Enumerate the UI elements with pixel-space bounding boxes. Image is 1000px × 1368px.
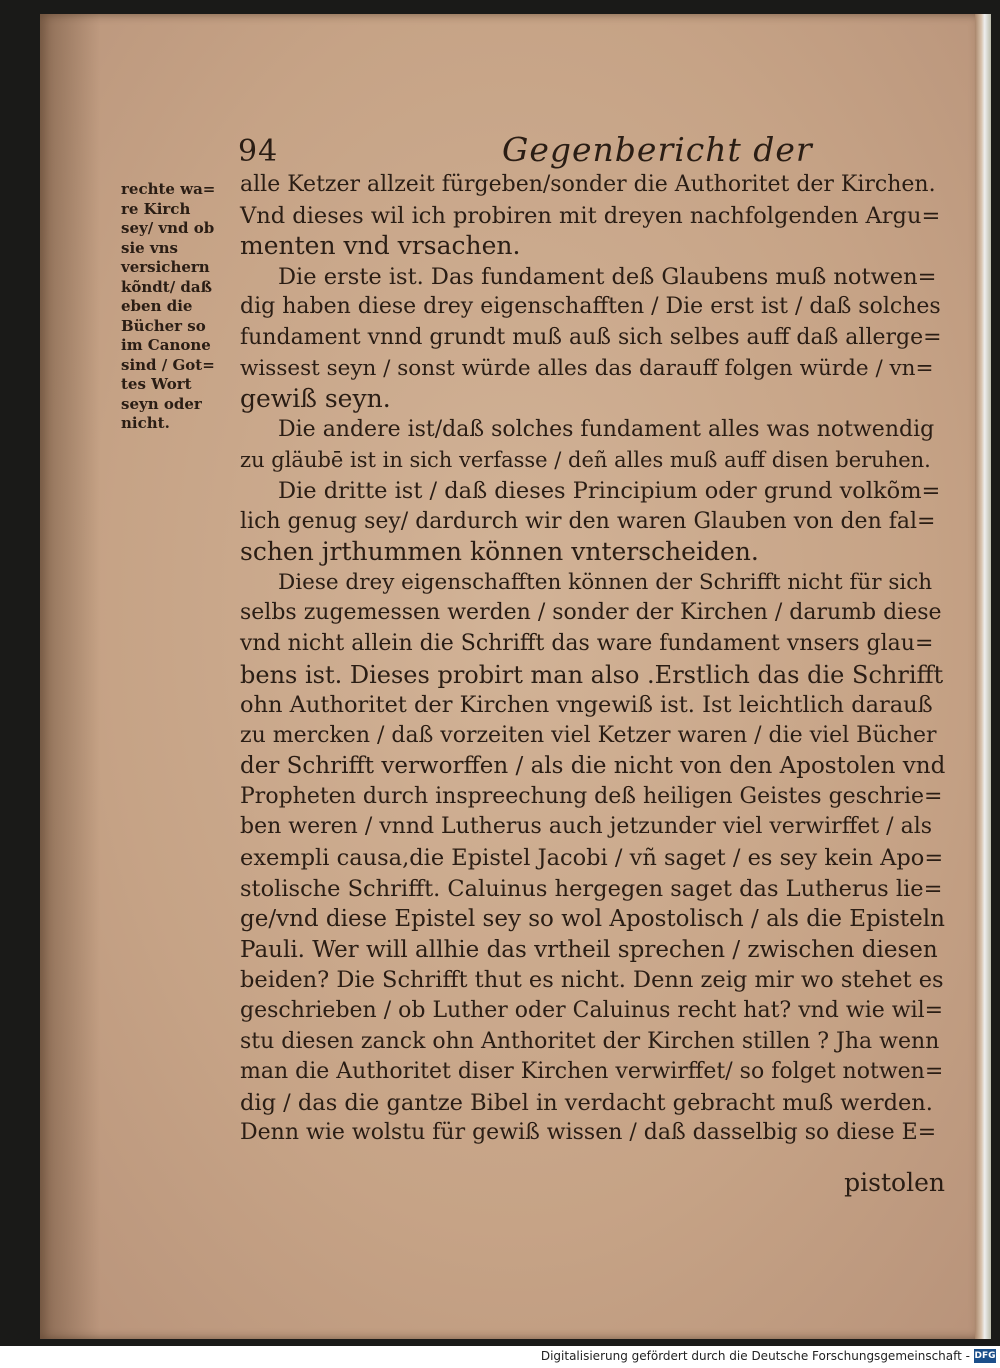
text-line: Propheten durch inspreechung deß heiligen Geistes geschrie= [240,783,943,809]
text-line: Die andere ist/daß solches fundament alles was notwendig [278,416,935,442]
running-title: Gegenbericht der [502,130,813,169]
marginal-line: Bücher so [121,316,206,335]
text-line: Denn wie wolstu für gewiß wissen / daß dasselbig so diese E= [240,1120,937,1146]
gutter-shadow [40,14,100,1339]
marginal-line: re Kirch [121,199,191,218]
page-header [232,130,952,174]
marginal-line: eben die [121,297,193,315]
marginal-line: im Canone [121,336,211,354]
text-line: zu mercken / daß vorzeiten viel Ketzer waren / die viel Bücher [240,722,937,748]
page-number: 94 [238,134,279,169]
text-line: ohn Authoritet der Kirchen vngewiß ist. Ist leichtlich darauß [240,692,933,719]
text-line: ben weren / vnnd Lutherus auch jetzunder viel verwirffet / als [240,814,933,840]
text-line: dig haben diese drey eigenschafften / Die erst ist / daß solches [240,294,941,320]
funding-credit: Digitalisierung gefördert durch die Deutsche Forschungsgemeinschaft - [540,1349,970,1363]
text-line: dig / das die gantze Bibel in verdacht gebracht muß werden. [240,1089,933,1116]
text-line: man die Authoritet diser Kirchen verwirffet/ so folget notwen= [240,1059,944,1085]
text-line: Diese drey eigenschafften können der Schrifft nicht für sich [278,569,933,595]
marginal-line: rechte wa= [121,180,216,198]
footer-bar [0,1346,1000,1368]
text-line: exempli causa,die Epistel Jacobi / vñ saget / es sey kein Apo= [240,845,944,872]
body-text [240,170,945,1149]
text-line: ge/vnd diese Epistel sey so wol Apostolisch / als die Episteln [240,906,945,933]
text-line: selbs zugemessen werden / sonder der Kirchen / darumb diese [240,600,942,626]
marginal-line: seyn oder [121,394,202,413]
text-line: schen jrthummen können vnterscheiden. [240,537,759,567]
text-line: lich genug sey/ dardurch wir den waren Glauben von den fal= [240,508,936,534]
text-line: vnd nicht allein die Schrifft das ware fundament vnsers glau= [240,630,934,656]
text-line: menten vnd vrsachen. [240,231,521,261]
marginal-line: nicht. [121,414,170,432]
marginal-note [121,180,236,434]
text-line: Die dritte ist / daß dieses Principium oder grund volkõm= [278,477,941,504]
marginal-line: sind / Got= [121,355,215,374]
catchword: pistolen [844,1168,945,1197]
text-line: beiden? Die Schrifft thut es nicht. Denn zeig mir wo stehet es [240,967,944,994]
text-line: fundament vnnd grundt muß auß sich selbes auff daß allerge= [240,324,942,350]
text-line: Vnd dieses wil ich probiren mit dreyen nachfolgenden Argu= [240,202,941,229]
text-line: zu gläubē ist in sich verfasse / deñ alles muß auff disen beruhen. [240,448,931,473]
text-line: stolische Schrifft. Caluinus hergegen saget das Lutherus lie= [240,875,943,902]
marginal-line: kõndt/ daß [121,277,213,296]
text-line: geschrieben / ob Luther oder Caluinus recht hat? vnd wie wil= [240,998,944,1024]
text-line: Pauli. Wer will allhie das vrtheil sprechen / zwischen diesen [240,936,938,963]
text-line: bens ist. Dieses probirt man also .Erstlich das die Schrifft [240,660,944,689]
text-line: alle Ketzer allzeit fürgeben/sonder die Authoritet der Kirchen. [240,172,936,197]
page-edge [975,14,991,1339]
marginal-line: versichern [121,258,210,276]
marginal-line: tes Wort [121,375,192,393]
text-line: gewiß seyn. [240,384,391,414]
dfg-logo: DFG [974,1351,996,1361]
marginal-line: sie vns [121,238,178,257]
marginal-line: sey/ vnd ob [121,219,215,237]
text-line: stu diesen zanck ohn Anthoritet der Kirchen stillen ? Jha wenn [240,1028,940,1054]
text-line: Die erste ist. Das fundament deß Glaubens muß notwen= [278,263,937,290]
text-line: der Schrifft verworffen / als die nicht von den Apostolen vnd [240,753,946,780]
text-line: wissest seyn / sonst würde alles das darauff folgen würde / vn= [240,355,934,381]
